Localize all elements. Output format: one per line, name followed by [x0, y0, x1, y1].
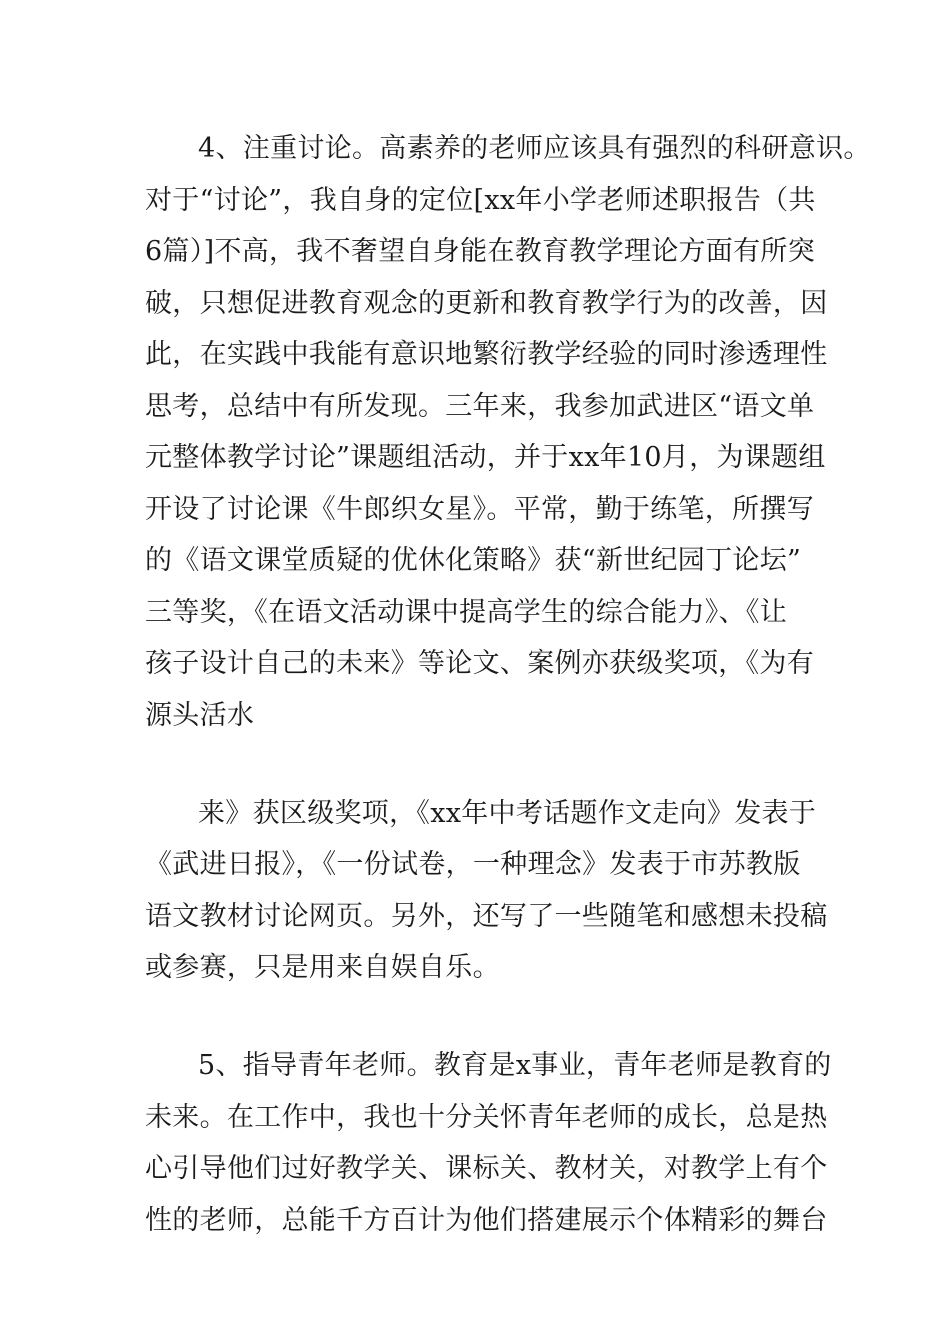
text-line: 或参赛，只是用来自娱自乐。 [145, 952, 500, 983]
text-line: 未来。在工作中，我也十分关怀青年老师的成长，总是热 [145, 1102, 828, 1133]
text-line: 语文教材讨论网页。另外，还写了一些随笔和感想未投稿 [145, 901, 828, 932]
text-line: 5、指导青年老师。教育是x事业，青年老师是教育的 [198, 1050, 832, 1081]
text-line: 4、注重讨论。高素养的老师应该具有强烈的科研意识。 [198, 133, 871, 164]
text-line: 来》获区级奖项，《xx年中考话题作文走向》发表于 [198, 798, 817, 829]
text-line: 元整体教学讨论”课题组活动，并于xx年10月，为课题组 [145, 442, 826, 473]
text-line: 对于“讨论”，我自身的定位[xx年小学老师述职报告（共 [145, 185, 816, 216]
text-line: 的《语文课堂质疑的优休化策略》获“新世纪园丁论坛” [145, 545, 802, 576]
text-line: 心引导他们过好教学关、课标关、教材关，对教学上有个 [145, 1153, 828, 1184]
text-line: 孩子设计自己的未来》等论文、案例亦获级奖项，《为有 [145, 648, 814, 679]
text-line: 思考，总结中有所发现。三年来，我参加武进区“语文单 [145, 391, 815, 422]
text-line: 破，只想促进教育观念的更新和教育教学行为的改善，因 [145, 288, 828, 319]
text-line: 三等奖，《在语文活动课中提高学生的综合能力》、《让 [145, 597, 787, 628]
text-line: 6篇）]不高，我不奢望自身能在教育教学理论方面有所突 [145, 236, 816, 267]
text-line: 此，在实践中我能有意识地繁衍教学经验的同时渗透理性 [145, 339, 828, 370]
text-line: 《武进日报》，《一份试卷，一种理念》发表于市苏教版 [145, 849, 801, 880]
text-line: 开设了讨论课《牛郎织女星》。平常，勤于练笔，所撰写 [145, 494, 814, 525]
text-line: 性的老师，总能千方百计为他们搭建展示个体精彩的舞台 [145, 1205, 828, 1236]
text-line: 源头活水 [145, 700, 255, 731]
